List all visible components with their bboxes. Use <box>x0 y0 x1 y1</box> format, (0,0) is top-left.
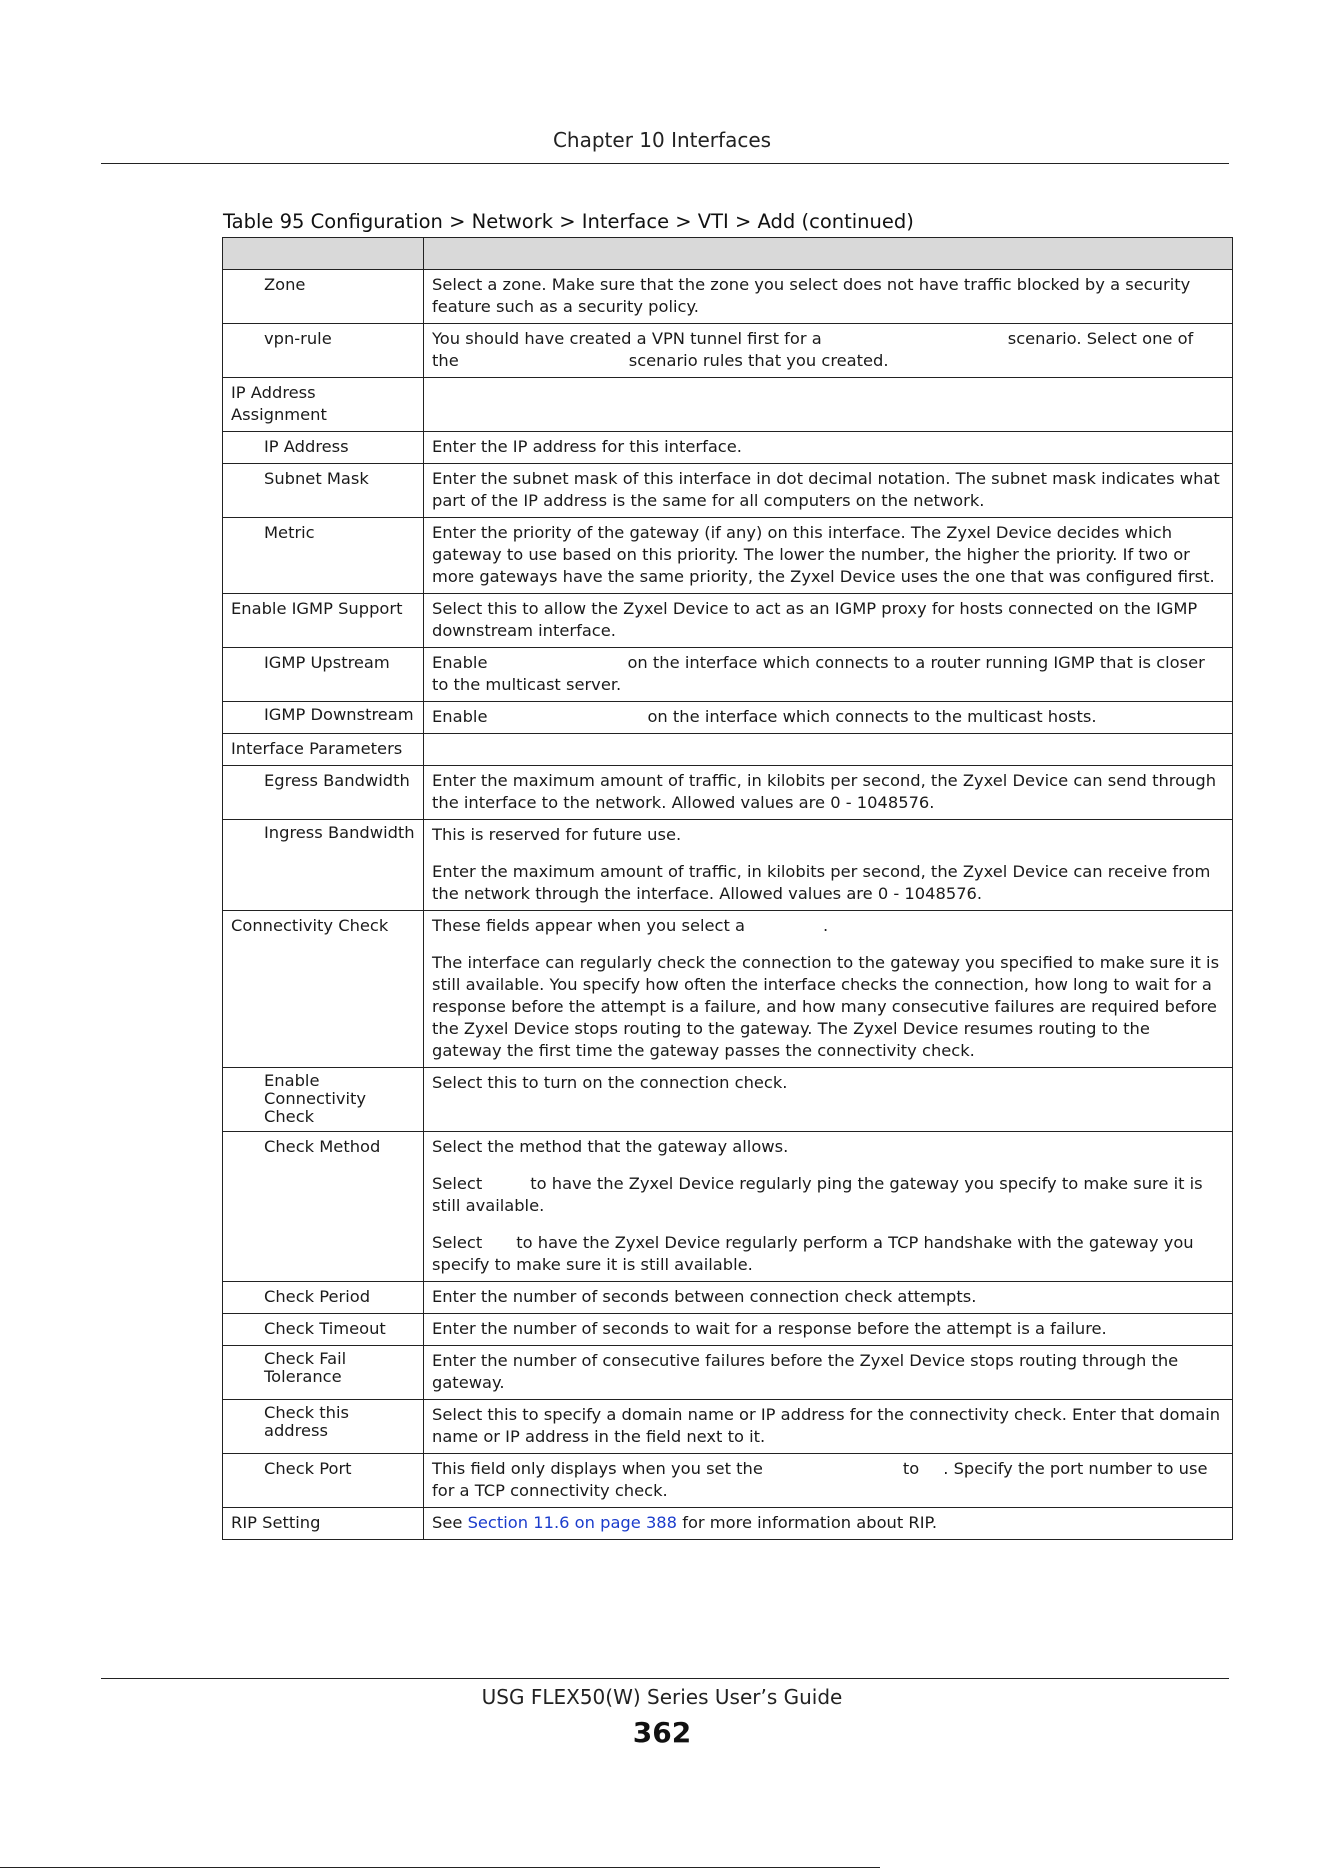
row-description <box>424 378 1233 432</box>
row-description: Enter the number of consecutive failures before the Zyxel Device stops routing through the gateway. <box>424 1346 1233 1400</box>
row-label: Ingress Bandwidth <box>223 820 424 911</box>
table-row <box>223 270 1233 324</box>
row-description <box>424 734 1233 766</box>
label-column-header <box>223 238 424 270</box>
section-link[interactable]: Section 11.6 on page 388 <box>467 1513 678 1532</box>
table-row <box>223 820 1233 911</box>
table-row <box>223 648 1233 702</box>
table-row <box>223 1314 1233 1346</box>
row-description: Enter the maximum amount of traffic, in kilobits per second, the Zyxel Device can send through the interface to the network. Allowed values are 0 - 1048576. <box>424 766 1233 820</box>
table-row <box>223 1132 1233 1282</box>
row-description: This field only displays when you set the to . Specify the port number to use for a TCP connectivity check. <box>424 1454 1233 1508</box>
row-description: Enter the number of seconds to wait for a response before the attempt is a failure. <box>424 1314 1233 1346</box>
table-row <box>223 911 1233 1068</box>
table-row <box>223 1282 1233 1314</box>
table-row <box>223 766 1233 820</box>
table-header-row <box>223 238 1233 270</box>
row-label: Metric <box>223 518 424 594</box>
row-label: Check this address <box>223 1400 424 1454</box>
row-description: Select this to turn on the connection check. <box>424 1068 1233 1132</box>
row-description: Enter the priority of the gateway (if any) on this interface. The Zyxel Device decides which gateway to use based on this priority. The lower the number, the higher the priority. If two or more gateways have the same priority, the Zyxel Device uses the one that was configured first. <box>424 518 1233 594</box>
row-label: Check Period <box>223 1282 424 1314</box>
row-description: Enter the number of seconds between connection check attempts. <box>424 1282 1233 1314</box>
field-description-table <box>222 237 1233 1540</box>
row-description: Enter the subnet mask of this interface in dot decimal notation. The subnet mask indicates what part of the IP address is the same for all computers on the network. <box>424 464 1233 518</box>
table-row <box>223 378 1233 432</box>
table-row <box>223 1454 1233 1508</box>
header-divider <box>101 163 1229 164</box>
table-row <box>223 324 1233 378</box>
row-label: Zone <box>223 270 424 324</box>
table-row <box>223 734 1233 766</box>
row-description: Select this to allow the Zyxel Device to act as an IGMP proxy for hosts connected on the IGMP downstream interface. <box>424 594 1233 648</box>
table-row <box>223 594 1233 648</box>
table-row <box>223 432 1233 464</box>
table-row <box>223 1508 1233 1540</box>
row-label: IP Address Assignment <box>223 378 424 432</box>
row-label: Check Method <box>223 1132 424 1282</box>
page-number: 362 <box>632 1716 692 1749</box>
row-label: IP Address <box>223 432 424 464</box>
description-column-header <box>424 238 1233 270</box>
row-description: You should have created a VPN tunnel first for a scenario. Select one of the scenario rules that you created. <box>424 324 1233 378</box>
row-label: Enable IGMP Support <box>223 594 424 648</box>
row-label: Check Port <box>223 1454 424 1508</box>
row-label: Enable Connectivity Check <box>223 1068 424 1132</box>
row-label: IGMP Upstream <box>223 648 424 702</box>
row-label: vpn-rule <box>223 324 424 378</box>
row-description: Enter the IP address for this interface. <box>424 432 1233 464</box>
row-label: Check Timeout <box>223 1314 424 1346</box>
row-description: See Section 11.6 on page 388 for more information about RIP. <box>424 1508 1233 1540</box>
table-row <box>223 518 1233 594</box>
row-label: Subnet Mask <box>223 464 424 518</box>
row-description: Select a zone. Make sure that the zone you select does not have traffic blocked by a security feature such as a security policy. <box>424 270 1233 324</box>
row-description: Select this to specify a domain name or IP address for the connectivity check. Enter that domain name or IP address in the field next to it. <box>424 1400 1233 1454</box>
bottom-edge-rule <box>0 1867 880 1868</box>
table-row <box>223 1068 1233 1132</box>
row-label: Interface Parameters <box>223 734 424 766</box>
footer-divider <box>101 1678 1229 1679</box>
row-label: RIP Setting <box>223 1508 424 1540</box>
table-row <box>223 1400 1233 1454</box>
row-description: This is reserved for future use. Enter the maximum amount of traffic, in kilobits per second, the Zyxel Device can receive from the network through the interface. Allowed values are 0 - 1048576. <box>424 820 1233 911</box>
row-label: IGMP Downstream <box>223 702 424 734</box>
table-row <box>223 1346 1233 1400</box>
row-description: Select the method that the gateway allows. Select to have the Zyxel Device regularly ping the gateway you specify to make sure it is still available. Select to have the Zyxel Device regularly perform a TCP handshake with the gateway you specify to make sure it is still available. <box>424 1132 1233 1282</box>
table-row <box>223 464 1233 518</box>
row-label: Connectivity Check <box>223 911 424 1068</box>
row-label: Check Fail Tolerance <box>223 1346 424 1400</box>
row-description: Enable on the interface which connects to a router running IGMP that is closer to the multicast server. <box>424 648 1233 702</box>
chapter-header: Chapter 10 Interfaces <box>552 128 772 152</box>
table-caption: Table 95 Configuration > Network > Interface > VTI > Add (continued) <box>223 210 914 233</box>
table-row <box>223 702 1233 734</box>
guide-title: USG FLEX50(W) Series User’s Guide <box>481 1685 843 1709</box>
row-description: Enable on the interface which connects to the multicast hosts. <box>424 702 1233 734</box>
row-label: Egress Bandwidth <box>223 766 424 820</box>
row-description: These fields appear when you select a . The interface can regularly check the connection to the gateway you specified to make sure it is still available. You specify how often the interface checks the connection, how long to wait for a response before the attempt is a failure, and how many consecutive failures are required before the Zyxel Device stops routing to the gateway. The Zyxel Device resumes routing to the gateway the first time the gateway passes the connectivity check. <box>424 911 1233 1068</box>
